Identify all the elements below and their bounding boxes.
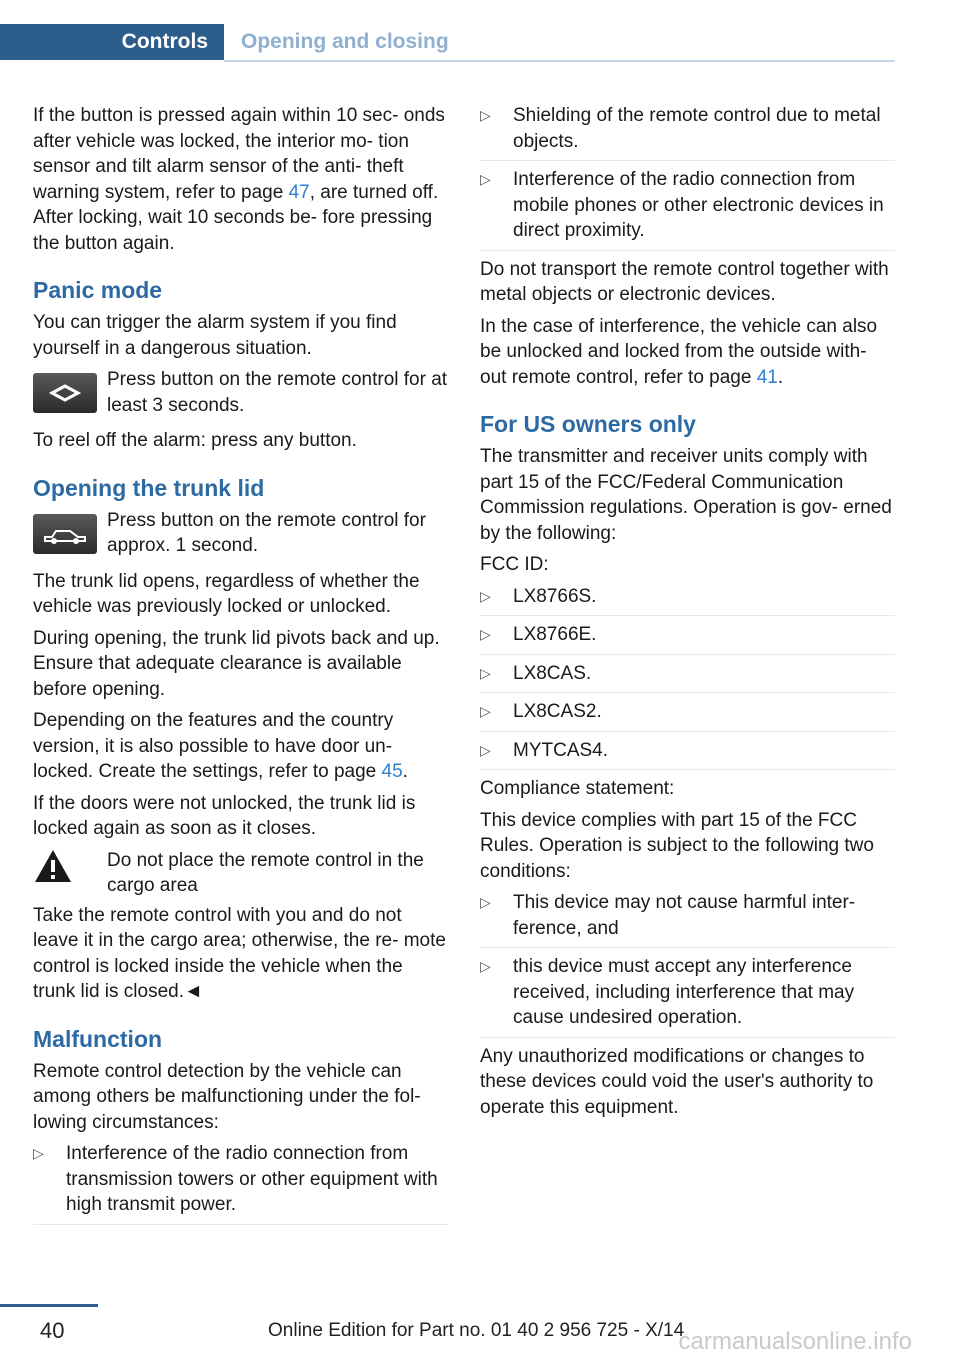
bullet-triangle-icon: ▷ <box>480 664 491 681</box>
page-ref-41[interactable]: 41 <box>756 366 778 388</box>
right-column <box>480 103 895 1126</box>
interference-text-end: . <box>777 366 784 388</box>
intro-text: If the button is pressed again within 10 sec- onds after vehicle was locked, the interior mo- tion sensor and tilt alarm sensor of the anti- theft warning system, refer to page <box>33 105 445 203</box>
trunk-p2: During opening, the trunk lid pivots back and up. Ensure that adequate clearance is available before opening. <box>33 627 440 700</box>
intro-rest: , are turned off. After locking, wait 10 seconds be- fore pressing the button again. <box>33 181 439 254</box>
list-item <box>480 738 895 771</box>
compliance-label: Compliance statement: <box>480 778 675 799</box>
list-item-text: MYTCAS4. <box>513 739 609 761</box>
trunk-p4: If the doors were not unlocked, the trunk lid is locked again as soon as it closes. <box>33 792 416 839</box>
warning-row <box>33 848 448 899</box>
list-item-text: this device must accept any interference received, including interference that may cause undesired operation. <box>513 956 855 1028</box>
panic-mode-heading: Panic mode <box>33 277 163 303</box>
bullet-triangle-icon: ▷ <box>480 107 491 123</box>
bullet-triangle-icon: ▷ <box>480 587 491 604</box>
final-text: Any unauthorized modifications or changes to these devices could void the user's authority to operate this equipment. <box>480 1045 874 1118</box>
transport-text: Do not transport the remote control together with metal objects or electronic devices. <box>480 258 889 305</box>
list-item-text: LX8CAS. <box>513 662 592 684</box>
fcc-id-list <box>480 584 895 771</box>
trunk-button-icon <box>33 514 97 554</box>
list-item-text: LX8766S. <box>513 585 597 607</box>
trunk-heading: Opening the trunk lid <box>33 474 265 501</box>
panic-button-row <box>33 367 448 418</box>
fcc-label: FCC ID: <box>480 554 549 575</box>
warning-title: Do not place the remote control in the cargo area <box>107 849 424 896</box>
us-owners-text: The transmitter and receiver units comply with part 15 of the FCC/Federal Communication Commission regulations. Operation is gov- erned by the following: <box>480 446 892 544</box>
footer-rule <box>0 1304 98 1307</box>
malfunction-heading: Malfunction <box>33 1025 163 1052</box>
list-item <box>480 954 895 1038</box>
list-item-text: Interference of the radio connection from transmission towers or other equipment with high transmit power. <box>66 1143 438 1215</box>
watermark: carmanualsonline.info <box>678 1328 912 1355</box>
interference-list <box>480 103 895 251</box>
list-item-text: This device may not cause harmful inter- ference, and <box>513 892 856 939</box>
list-item <box>33 1141 448 1225</box>
bullet-triangle-icon: ▷ <box>480 703 491 719</box>
list-item-text: Shielding of the remote control due to metal objects. <box>513 105 881 152</box>
section-tab: Controls <box>0 24 224 60</box>
interference-text-body: In the case of interference, the vehicle can also be unlocked and locked from the outside with- out remote control, refer to page <box>480 315 878 388</box>
list-item-text: Interference of the radio connection from mobile phones or other electronic devices in direct proximity. <box>513 169 884 241</box>
subsection-tab: Opening and closing <box>241 30 449 53</box>
list-item <box>480 699 895 732</box>
bullet-triangle-icon: ▷ <box>480 171 491 187</box>
list-item <box>480 890 895 948</box>
bullet-triangle-icon: ▷ <box>33 1145 44 1161</box>
panic-reel-text: To reel off the alarm: press any button. <box>33 430 357 451</box>
list-item <box>480 167 895 251</box>
warning-triangle-icon <box>33 848 97 899</box>
trunk-p1: The trunk lid opens, regardless of whether the vehicle was previously locked or unlocked. <box>33 570 420 617</box>
left-column <box>33 103 448 1231</box>
interference-text <box>480 314 895 391</box>
panic-text: You can trigger the alarm system if you find yourself in a dangerous situation. <box>33 312 397 359</box>
trunk-p3 <box>33 708 448 785</box>
warning-text: Take the remote control with you and do not leave it in the cargo area; otherwise, the re- mote control is locked inside the vehicle when the trunk lid is closed.◄ <box>33 904 446 1002</box>
trunk-button-row <box>33 508 448 559</box>
intro-paragraph <box>33 103 448 256</box>
bullet-triangle-icon: ▷ <box>480 894 491 910</box>
trunk-p3-end: . <box>402 761 408 782</box>
list-item <box>480 622 895 655</box>
list-item-text: LX8766E. <box>513 624 597 645</box>
panic-button-icon <box>33 373 97 413</box>
panic-button-text: Press button on the remote control for at least 3 seconds. <box>107 369 448 416</box>
page-header <box>0 24 895 62</box>
us-owners-heading: For US owners only <box>480 411 696 437</box>
conditions-list <box>480 890 895 1038</box>
list-item <box>480 584 895 617</box>
malfunction-text: Remote control detection by the vehicle can among others be malfunctioning under the fol- lowing circumstances: <box>33 1060 421 1133</box>
edition-text: Online Edition for Part no. 01 40 2 956 725 - X/14 <box>268 1320 685 1341</box>
bullet-triangle-icon: ▷ <box>480 626 491 642</box>
list-item <box>480 661 895 694</box>
malfunction-list <box>33 1141 448 1225</box>
header-rule <box>224 60 895 62</box>
page-ref-47[interactable]: 47 <box>288 181 310 203</box>
bullet-triangle-icon: ▷ <box>480 958 491 974</box>
page-number: 40 <box>40 1318 65 1343</box>
compliance-text: This device complies with part 15 of the FCC Rules. Operation is subject to the following two conditions: <box>480 809 874 882</box>
trunk-button-text: Press button on the remote control for approx. 1 second. <box>107 509 426 556</box>
list-item <box>480 103 895 161</box>
list-item-text: LX8CAS2. <box>513 701 602 722</box>
page-ref-45[interactable]: 45 <box>381 761 403 782</box>
bullet-triangle-icon: ▷ <box>480 741 491 758</box>
trunk-p3-text: Depending on the features and the country version, it is also possible to have door un- locked. Create the settings, refer to page <box>33 710 394 782</box>
